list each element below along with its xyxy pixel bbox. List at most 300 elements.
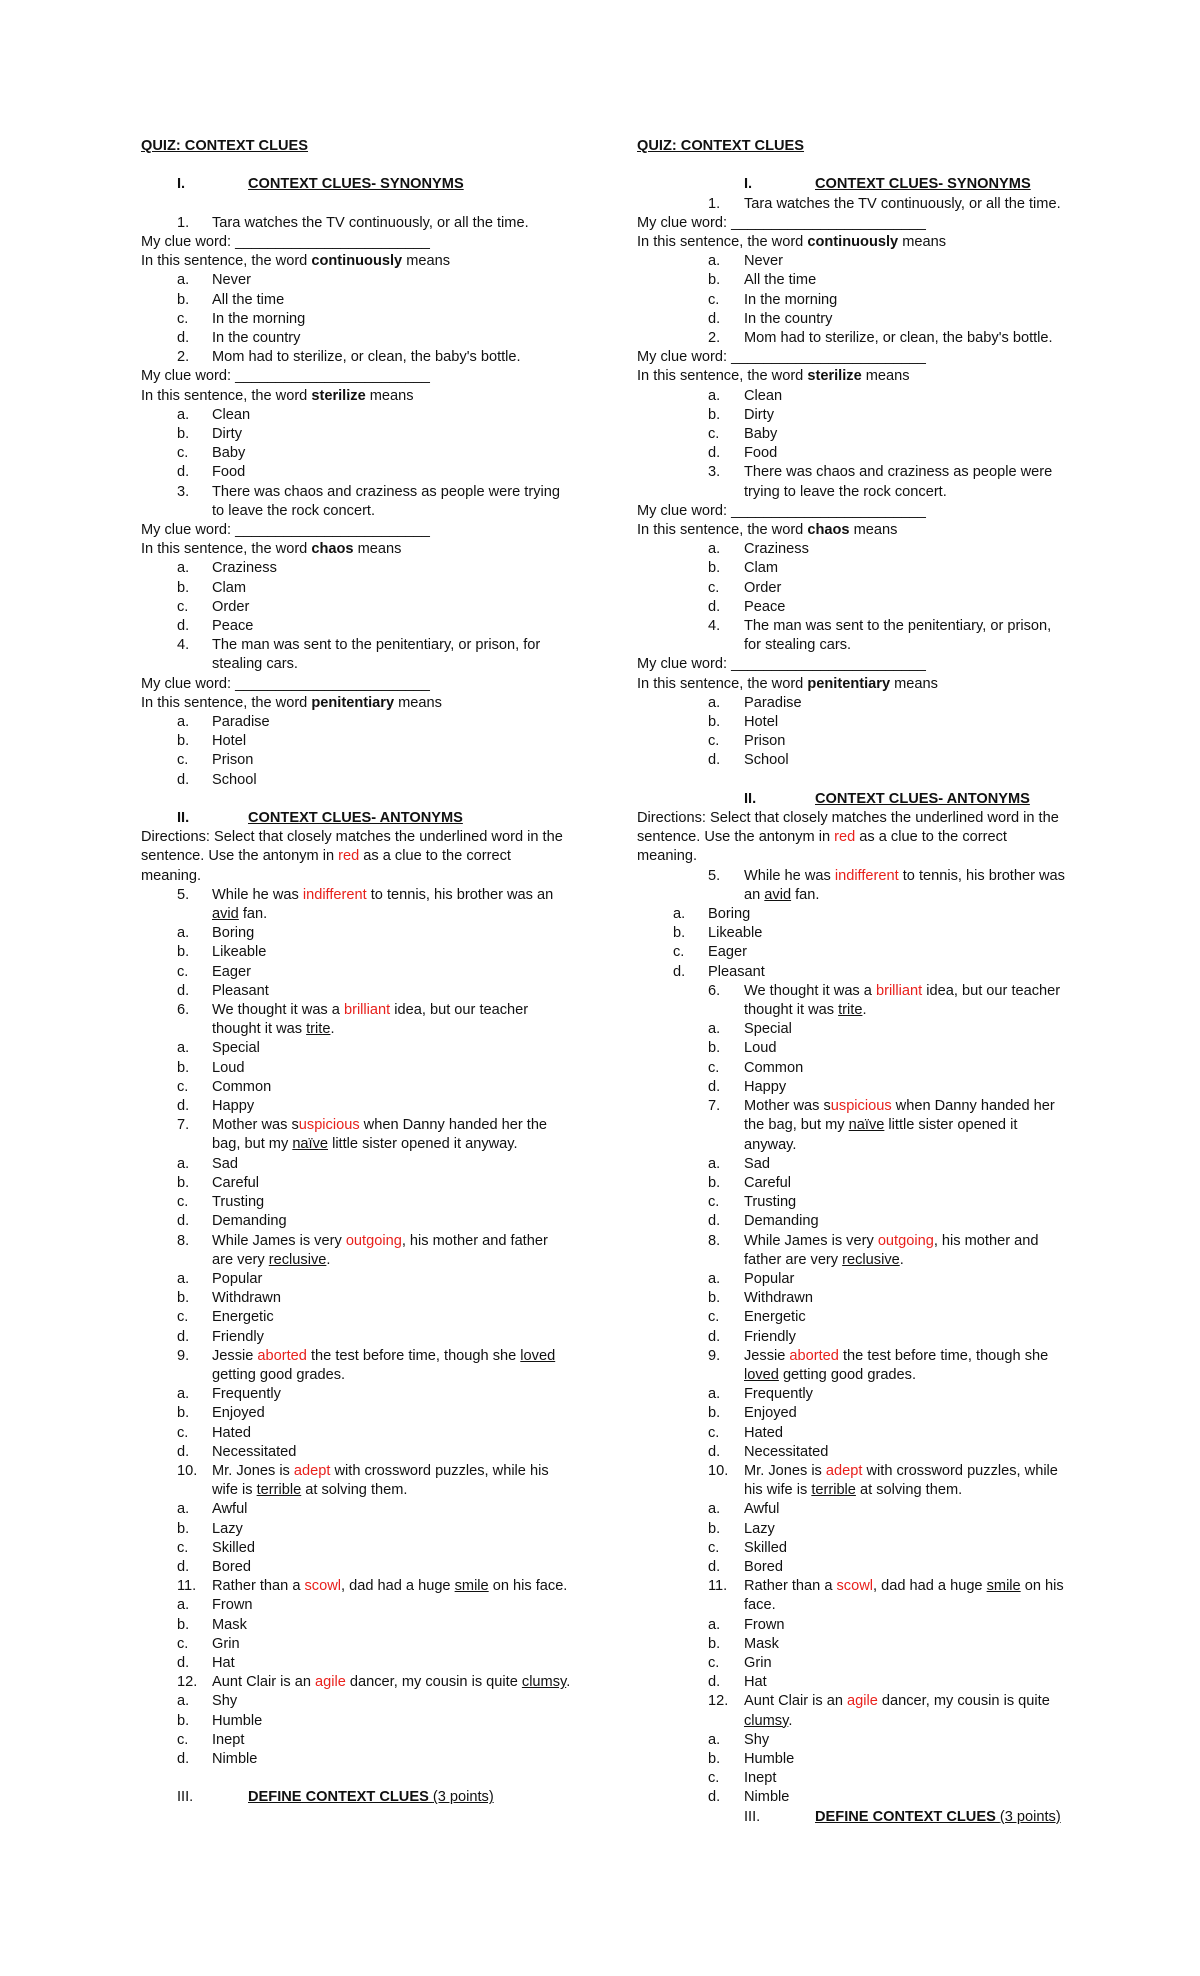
question-item: [637, 1347, 1067, 1385]
option-letter: b.: [708, 406, 721, 423]
option-letter: b.: [177, 1290, 190, 1307]
option-text: Pleasant: [708, 963, 765, 980]
underlined-target-word: smile: [986, 1578, 1021, 1595]
option-letter: c.: [177, 1635, 189, 1652]
option-text: Bored: [212, 1558, 251, 1575]
section-numeral: III.: [177, 1789, 194, 1806]
option-letter: d.: [708, 598, 721, 615]
option-text: Likeable: [212, 944, 267, 961]
answer-option: [637, 924, 1067, 943]
question-sentence: Rather than a scowl, dad had a huge smile on his face.: [212, 1578, 568, 1595]
option-text: All the time: [744, 272, 817, 289]
quiz-title: QUIZ: CONTEXT CLUES: [637, 138, 805, 154]
question-sentence: Jessie aborted the test before time, though she loved getting good grades.: [744, 1347, 1049, 1383]
option-text: Hotel: [744, 714, 779, 731]
option-letter: d.: [177, 1098, 190, 1115]
question-sentence: Rather than a scowl, dad had a huge smile on his face.: [744, 1578, 1064, 1614]
option-letter: b.: [673, 925, 686, 942]
question-item: [141, 1232, 571, 1270]
question-sentence: Mother was suspicious when Danny handed her the bag, but my naïve little sister opened it anyway.: [744, 1098, 1055, 1153]
underlined-target-word: avid: [764, 886, 792, 903]
option-letter: b.: [177, 579, 190, 596]
option-text: Clam: [744, 560, 779, 577]
option-letter: b.: [708, 1290, 721, 1307]
question-number: 3.: [708, 464, 721, 481]
answer-option: [141, 1155, 571, 1174]
answer-option: [637, 1769, 1067, 1788]
answer-option: [637, 540, 1067, 559]
answer-option: [141, 444, 571, 463]
question-sentence: Mother was suspicious when Danny handed her the bag, but my naïve little sister opened it anyway.: [212, 1117, 548, 1153]
question-number: 3.: [177, 483, 190, 500]
option-letter: c.: [673, 944, 685, 961]
option-text: Likeable: [708, 925, 763, 942]
antonym-clue-word: scowl: [304, 1578, 341, 1595]
option-letter: a.: [177, 714, 190, 731]
antonym-clue-word: adept: [825, 1462, 863, 1479]
option-text: Humble: [744, 1751, 795, 1767]
option-text: Skilled: [212, 1539, 255, 1556]
option-text: Necessitated: [212, 1443, 297, 1460]
answer-option: [141, 463, 571, 482]
underlined-target-word: loved: [744, 1366, 779, 1383]
answer-option: [141, 1654, 571, 1673]
answer-option: [637, 1308, 1067, 1327]
answer-option: [637, 1404, 1067, 1423]
option-text: Demanding: [744, 1213, 819, 1230]
target-word: sterilize: [311, 387, 366, 404]
answer-option: [141, 1731, 571, 1750]
option-letter: c.: [708, 1194, 720, 1211]
option-letter: d.: [177, 1750, 190, 1767]
option-text: Grin: [744, 1654, 772, 1671]
antonym-clue-word: aborted: [257, 1347, 307, 1364]
question-item: [141, 1347, 571, 1385]
option-letter: c.: [177, 1078, 189, 1095]
question-item: [637, 463, 1067, 501]
option-text: Paradise: [212, 714, 270, 731]
option-letter: c.: [708, 291, 720, 308]
clue-word-prompt: My clue word: ________________________: [141, 233, 430, 250]
answer-option: [141, 1500, 571, 1519]
answer-option: [141, 1308, 571, 1327]
question-item: [637, 1577, 1067, 1615]
question-item: [141, 483, 571, 521]
option-letter: a.: [708, 1021, 721, 1038]
option-text: Bored: [744, 1558, 783, 1575]
question-item: [637, 982, 1067, 1020]
answer-option: [637, 579, 1067, 598]
clue-word-prompt: My clue word: ________________________: [637, 502, 926, 519]
option-text: Boring: [212, 925, 255, 942]
underlined-target-word: smile: [454, 1578, 489, 1595]
answer-option: [637, 1500, 1067, 1519]
option-text: Peace: [744, 598, 786, 615]
option-letter: b.: [708, 714, 721, 731]
answer-option: [637, 425, 1067, 444]
option-text: Baby: [744, 426, 778, 443]
question-number: 4.: [708, 618, 721, 635]
option-letter: d.: [708, 1674, 721, 1691]
option-letter: b.: [177, 1405, 190, 1422]
question-number: 7.: [708, 1098, 721, 1115]
option-text: Prison: [744, 733, 786, 750]
antonym-question-list: [141, 886, 571, 1769]
option-text: Enjoyed: [212, 1405, 265, 1422]
question-sentence: Mom had to sterilize, or clean, the baby's bottle.: [744, 330, 1053, 346]
section-heading-synonyms: [141, 175, 571, 194]
answer-option: [141, 1404, 571, 1423]
option-text: Dirty: [744, 406, 774, 423]
answer-option: [637, 1328, 1067, 1347]
option-letter: c.: [177, 1424, 189, 1441]
question-item: [637, 1097, 1067, 1155]
antonym-clue-word: agile: [847, 1693, 878, 1710]
question-sentence: While he was indifferent to tennis, his brother was an avid fan.: [744, 867, 1065, 903]
option-text: Dirty: [212, 426, 242, 442]
question-sentence: The man was sent to the penitentiary, or prison, for stealing cars.: [212, 637, 541, 673]
answer-option: [141, 559, 571, 578]
antonym-clue-word: indifferent: [302, 886, 367, 903]
option-text: Food: [212, 464, 246, 481]
antonym-clue-word: uspicious: [298, 1117, 360, 1134]
option-letter: b.: [708, 1635, 721, 1652]
question-item: [141, 636, 571, 674]
option-letter: c.: [177, 1731, 189, 1748]
option-letter: d.: [708, 1078, 721, 1095]
antonym-question-list: [637, 867, 1067, 1808]
option-letter: c.: [708, 579, 720, 596]
option-text: Popular: [212, 1270, 263, 1287]
option-text: Lazy: [744, 1520, 775, 1537]
answer-option: [141, 329, 571, 348]
option-letter: b.: [708, 272, 721, 289]
answer-option: [141, 598, 571, 617]
answer-option: [637, 1212, 1067, 1231]
answer-option: [637, 1193, 1067, 1212]
option-letter: a.: [177, 1040, 190, 1057]
answer-option: [141, 1712, 571, 1731]
underlined-target-word: terrible: [256, 1482, 302, 1499]
option-letter: c.: [177, 963, 189, 980]
option-text: Careful: [744, 1174, 792, 1191]
target-word: penitentiary: [311, 694, 395, 711]
answer-option: [141, 310, 571, 329]
option-letter: d.: [177, 1558, 190, 1575]
meaning-prompt: In this sentence, the word sterilize means: [637, 368, 910, 385]
option-text: Loud: [744, 1040, 777, 1057]
section-heading-antonyms: [141, 809, 571, 828]
option-text: Special: [212, 1040, 260, 1057]
underlined-target-word: avid: [212, 906, 239, 923]
answer-option: [637, 1520, 1067, 1539]
underlined-target-word: terrible: [811, 1482, 856, 1499]
question-number: 9.: [708, 1347, 721, 1364]
question-sentence: We thought it was a brilliant idea, but our teacher thought it was trite.: [212, 1002, 529, 1038]
answer-option: [141, 1539, 571, 1558]
question-sentence: While James is very outgoing, his mother and father are very reclusive.: [744, 1232, 1039, 1268]
option-letter: a.: [177, 1693, 190, 1710]
option-letter: b.: [708, 1520, 721, 1537]
option-letter: a.: [177, 1386, 190, 1403]
answer-option: [141, 1558, 571, 1577]
option-text: Happy: [212, 1098, 255, 1115]
meaning-prompt: In this sentence, the word penitentiary means: [637, 675, 938, 692]
question-number: 6.: [177, 1002, 190, 1019]
option-letter: b.: [708, 1751, 721, 1767]
answer-option: [141, 1616, 571, 1635]
option-letter: b.: [708, 1040, 721, 1057]
answer-option: [637, 1270, 1067, 1289]
underlined-target-word: clumsy: [744, 1712, 789, 1729]
option-letter: a.: [708, 1731, 721, 1748]
question-number: 10.: [177, 1462, 198, 1479]
target-word: continuously: [311, 253, 403, 270]
antonym-clue-word: adept: [293, 1462, 331, 1479]
option-letter: c.: [177, 1194, 189, 1211]
option-text: Frown: [212, 1597, 253, 1614]
answer-option: [637, 291, 1067, 310]
question-number: 2.: [177, 349, 190, 366]
answer-option: [637, 751, 1067, 770]
directions-text: Directions: Select that closely matches the underlined word in the sentence. Use the antonym in red as a clue to the correct meaning.: [637, 810, 1059, 865]
section-heading-synonyms: [637, 175, 1067, 194]
option-text: Necessitated: [744, 1443, 829, 1460]
answer-option: [141, 1443, 571, 1462]
option-text: Peace: [212, 618, 254, 635]
answer-option: [141, 1328, 571, 1347]
option-text: Inept: [744, 1770, 777, 1787]
option-text: Order: [744, 579, 782, 596]
option-letter: b.: [177, 1174, 190, 1191]
section-title: DEFINE CONTEXT CLUES (3 points): [248, 1789, 494, 1806]
answer-option: [637, 1289, 1067, 1308]
question-sentence: Aunt Clair is an agile dancer, my cousin is quite clumsy.: [212, 1674, 571, 1691]
option-letter: d.: [177, 464, 190, 481]
question-sentence: We thought it was a brilliant idea, but our teacher thought it was trite.: [744, 982, 1061, 1019]
question-sentence: Aunt Clair is an agile dancer, my cousin is quite clumsy.: [744, 1693, 1050, 1729]
question-sentence: Mr. Jones is adept with crossword puzzles, while his wife is terrible at solving them.: [212, 1462, 549, 1499]
answer-option: [141, 1289, 571, 1308]
target-word: chaos: [807, 522, 850, 539]
option-letter: d.: [177, 982, 190, 999]
option-letter: b.: [177, 426, 190, 442]
option-text: Frequently: [212, 1386, 281, 1403]
question-item: [141, 1673, 571, 1692]
question-number: 5.: [708, 867, 721, 884]
answer-option: [637, 444, 1067, 463]
option-text: Eager: [212, 963, 251, 980]
answer-option: [637, 1078, 1067, 1097]
option-text: Withdrawn: [744, 1290, 813, 1307]
option-letter: c.: [708, 1309, 720, 1326]
option-text: In the morning: [212, 310, 306, 327]
option-text: Clam: [212, 579, 247, 596]
answer-option: [141, 771, 571, 790]
question-item: [637, 329, 1067, 348]
option-letter: a.: [708, 387, 721, 404]
antonym-clue-word: uspicious: [830, 1098, 892, 1115]
question-item: [141, 1116, 571, 1154]
directions-text: Directions: Select that closely matches the underlined word in the sentence. Use the antonym in red as a clue to the correct meaning.: [141, 829, 563, 884]
answer-option: [141, 963, 571, 982]
question-item: [141, 886, 571, 924]
question-number: 9.: [177, 1347, 190, 1364]
option-text: Special: [744, 1021, 792, 1038]
answer-option: [637, 559, 1067, 578]
target-word: sterilize: [807, 368, 862, 385]
option-letter: d.: [177, 1443, 190, 1460]
option-text: In the country: [744, 310, 833, 327]
antonym-clue-word: brilliant: [343, 1002, 391, 1019]
answer-option: [637, 1020, 1067, 1039]
option-letter: a.: [708, 1616, 721, 1633]
answer-option: [141, 1520, 571, 1539]
answer-option: [141, 943, 571, 962]
underlined-target-word: trite: [306, 1021, 331, 1038]
answer-option: [637, 387, 1067, 406]
answer-option: [637, 252, 1067, 271]
answer-option: [141, 1174, 571, 1193]
quiz-column-left: [141, 137, 571, 1808]
option-text: Demanding: [212, 1213, 287, 1230]
answer-option: [637, 1616, 1067, 1635]
answer-option: [141, 1270, 571, 1289]
option-text: Nimble: [744, 1789, 790, 1806]
answer-option: [637, 1385, 1067, 1404]
clue-word-prompt: My clue word: ________________________: [141, 522, 430, 539]
option-text: All the time: [212, 291, 285, 308]
option-letter: b.: [177, 1059, 190, 1076]
answer-option: [637, 1424, 1067, 1443]
question-item: [141, 348, 571, 367]
option-letter: a.: [177, 925, 190, 942]
quiz-column-right: [637, 137, 1067, 1827]
option-letter: b.: [177, 733, 190, 750]
option-text: Hat: [212, 1654, 235, 1671]
option-text: Sad: [744, 1155, 770, 1172]
meaning-prompt: In this sentence, the word penitentiary means: [141, 694, 442, 711]
option-text: In the morning: [744, 291, 838, 308]
option-text: Withdrawn: [212, 1290, 281, 1307]
option-text: Clean: [744, 387, 783, 404]
option-letter: a.: [708, 1501, 721, 1518]
option-letter: c.: [708, 1059, 720, 1076]
option-letter: a.: [673, 906, 686, 923]
option-letter: c.: [177, 445, 189, 462]
option-letter: a.: [177, 406, 190, 423]
answer-option: [141, 1596, 571, 1615]
option-letter: d.: [708, 752, 721, 769]
antonym-clue-word: agile: [315, 1674, 346, 1691]
question-number: 6.: [708, 982, 721, 999]
question-number: 12.: [708, 1693, 729, 1710]
option-text: Inept: [212, 1731, 245, 1748]
antonym-clue-word: scowl: [836, 1578, 873, 1595]
option-letter: d.: [708, 445, 721, 462]
option-letter: c.: [708, 1539, 720, 1556]
question-sentence: Mr. Jones is adept with crossword puzzles, while his wife is terrible at solving them.: [744, 1462, 1058, 1499]
option-text: Food: [744, 445, 778, 462]
option-letter: d.: [177, 329, 190, 346]
answer-option: [141, 271, 571, 290]
answer-option: [141, 1193, 571, 1212]
answer-option: [637, 1731, 1067, 1750]
answer-option: [637, 1558, 1067, 1577]
answer-option: [141, 1385, 571, 1404]
answer-option: [141, 982, 571, 1001]
option-letter: a.: [177, 1597, 190, 1614]
option-text: Trusting: [212, 1194, 265, 1211]
section-title: CONTEXT CLUES- ANTONYMS: [248, 810, 463, 827]
clue-word-prompt: My clue word: ________________________: [637, 214, 926, 231]
option-text: Hotel: [212, 733, 247, 750]
question-number: 1.: [708, 195, 721, 212]
option-text: Frown: [744, 1616, 785, 1633]
answer-option: [141, 1059, 571, 1078]
answer-option: [141, 406, 571, 425]
answer-option: [637, 1539, 1067, 1558]
option-letter: d.: [177, 771, 190, 788]
option-text: Boring: [708, 906, 751, 923]
option-text: Craziness: [212, 560, 277, 577]
section-heading-define: [637, 1808, 1067, 1827]
question-sentence: There was chaos and craziness as people were trying to leave the rock concert.: [212, 483, 560, 519]
meaning-prompt: In this sentence, the word continuously means: [141, 253, 451, 270]
question-sentence: Tara watches the TV continuously, or all the time.: [212, 214, 529, 231]
antonym-clue-word: outgoing: [877, 1232, 934, 1249]
answer-option: [637, 1673, 1067, 1692]
option-letter: d.: [708, 1558, 721, 1575]
answer-option: [141, 751, 571, 770]
option-text: Friendly: [212, 1328, 264, 1345]
answer-option: [141, 291, 571, 310]
answer-option: [637, 271, 1067, 290]
answer-option: [141, 1078, 571, 1097]
option-letter: d.: [708, 1213, 721, 1230]
answer-option: [637, 963, 1067, 982]
option-letter: a.: [177, 560, 190, 577]
clue-word-prompt: My clue word: ________________________: [637, 656, 926, 673]
antonym-clue-word: aborted: [789, 1347, 839, 1364]
option-letter: b.: [708, 1405, 721, 1422]
option-text: Paradise: [744, 694, 802, 711]
question-number: 12.: [177, 1674, 198, 1691]
answer-option: [141, 1635, 571, 1654]
option-letter: b.: [708, 560, 721, 577]
option-text: Baby: [212, 445, 246, 462]
option-letter: b.: [708, 1174, 721, 1191]
option-text: Hat: [744, 1674, 767, 1691]
answer-option: [141, 425, 571, 444]
question-number: 5.: [177, 886, 190, 903]
option-text: Enjoyed: [744, 1405, 797, 1422]
answer-option: [637, 406, 1067, 425]
question-item: [141, 1462, 571, 1500]
option-letter: b.: [177, 1520, 190, 1537]
synonym-question-list: [141, 214, 571, 790]
section-title: CONTEXT CLUES- ANTONYMS: [815, 790, 1030, 807]
option-text: Never: [744, 253, 783, 270]
option-letter: b.: [177, 1712, 190, 1729]
option-text: Hated: [212, 1424, 251, 1441]
meaning-prompt: In this sentence, the word continuously means: [637, 233, 947, 250]
option-letter: c.: [708, 1654, 720, 1671]
option-text: Awful: [212, 1501, 248, 1518]
option-text: In the country: [212, 329, 301, 346]
synonym-question-list: [637, 195, 1067, 771]
section-title: CONTEXT CLUES- SYNONYMS: [248, 176, 464, 193]
